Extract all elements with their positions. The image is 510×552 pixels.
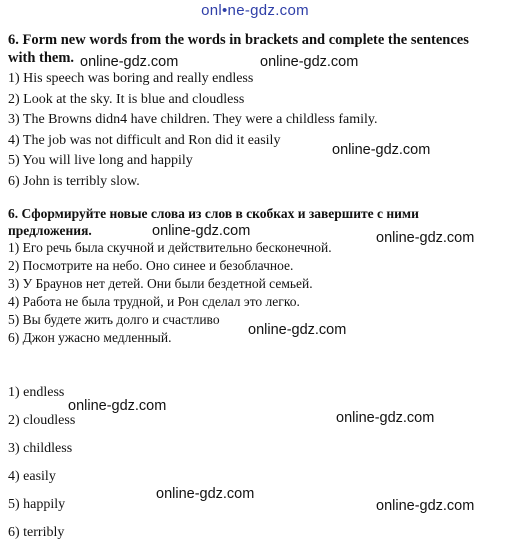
watermark: online-gdz.com bbox=[152, 223, 251, 239]
section-en-item-5: 5) You will live long and happily bbox=[8, 153, 193, 168]
answer-1: 1) endless bbox=[8, 385, 65, 400]
header-watermark: onl•ne-gdz.com bbox=[201, 2, 309, 19]
watermark: online-gdz.com bbox=[336, 410, 435, 426]
section-en-item-3: 3) The Browns didn4 have children. They were a childless family. bbox=[8, 112, 378, 127]
section-ru-title-line2: предложения. bbox=[8, 223, 92, 238]
watermark: online-gdz.com bbox=[248, 322, 347, 338]
section-en-title-line2: with them. bbox=[8, 50, 75, 66]
section-ru-item-3: 3) У Браунов нет детей. Они были бездетной семьей. bbox=[8, 276, 313, 291]
answer-6: 6) terribly bbox=[8, 525, 65, 540]
answer-3: 3) childless bbox=[8, 441, 73, 456]
section-ru-item-2: 2) Посмотрите на небо. Оно синее и безоблачное. bbox=[8, 258, 294, 273]
section-en-item-6: 6) John is terribly slow. bbox=[8, 174, 140, 189]
watermark: online-gdz.com bbox=[156, 486, 255, 502]
watermark: online-gdz.com bbox=[260, 54, 359, 70]
section-ru-title-line1: 6. Сформируйте новые слова из слов в скобках и завершите с ними bbox=[8, 206, 419, 221]
section-ru-item-1: 1) Его речь была скучной и действительно бесконечной. bbox=[8, 240, 332, 255]
answer-2: 2) cloudless bbox=[8, 413, 76, 428]
answer-5: 5) happily bbox=[8, 497, 66, 512]
section-en-item-1: 1) His speech was boring and really endless bbox=[8, 71, 254, 86]
section-ru-item-5: 5) Вы будете жить долго и счастливо bbox=[8, 312, 220, 327]
watermark: online-gdz.com bbox=[80, 54, 179, 70]
watermark: online-gdz.com bbox=[376, 498, 475, 514]
watermark: online-gdz.com bbox=[332, 142, 431, 158]
answer-4: 4) easily bbox=[8, 469, 56, 484]
section-ru-item-6: 6) Джон ужасно медленный. bbox=[8, 330, 172, 345]
section-en-title-line1: 6. Form new words from the words in brackets and complete the sentences bbox=[8, 32, 469, 48]
section-ru-item-4: 4) Работа не была трудной, и Рон сделал это легко. bbox=[8, 294, 300, 309]
section-en-item-4: 4) The job was not difficult and Ron did it easily bbox=[8, 133, 281, 148]
section-en-item-2: 2) Look at the sky. It is blue and cloudless bbox=[8, 92, 245, 107]
watermark: online-gdz.com bbox=[68, 398, 167, 414]
watermark: online-gdz.com bbox=[376, 230, 475, 246]
